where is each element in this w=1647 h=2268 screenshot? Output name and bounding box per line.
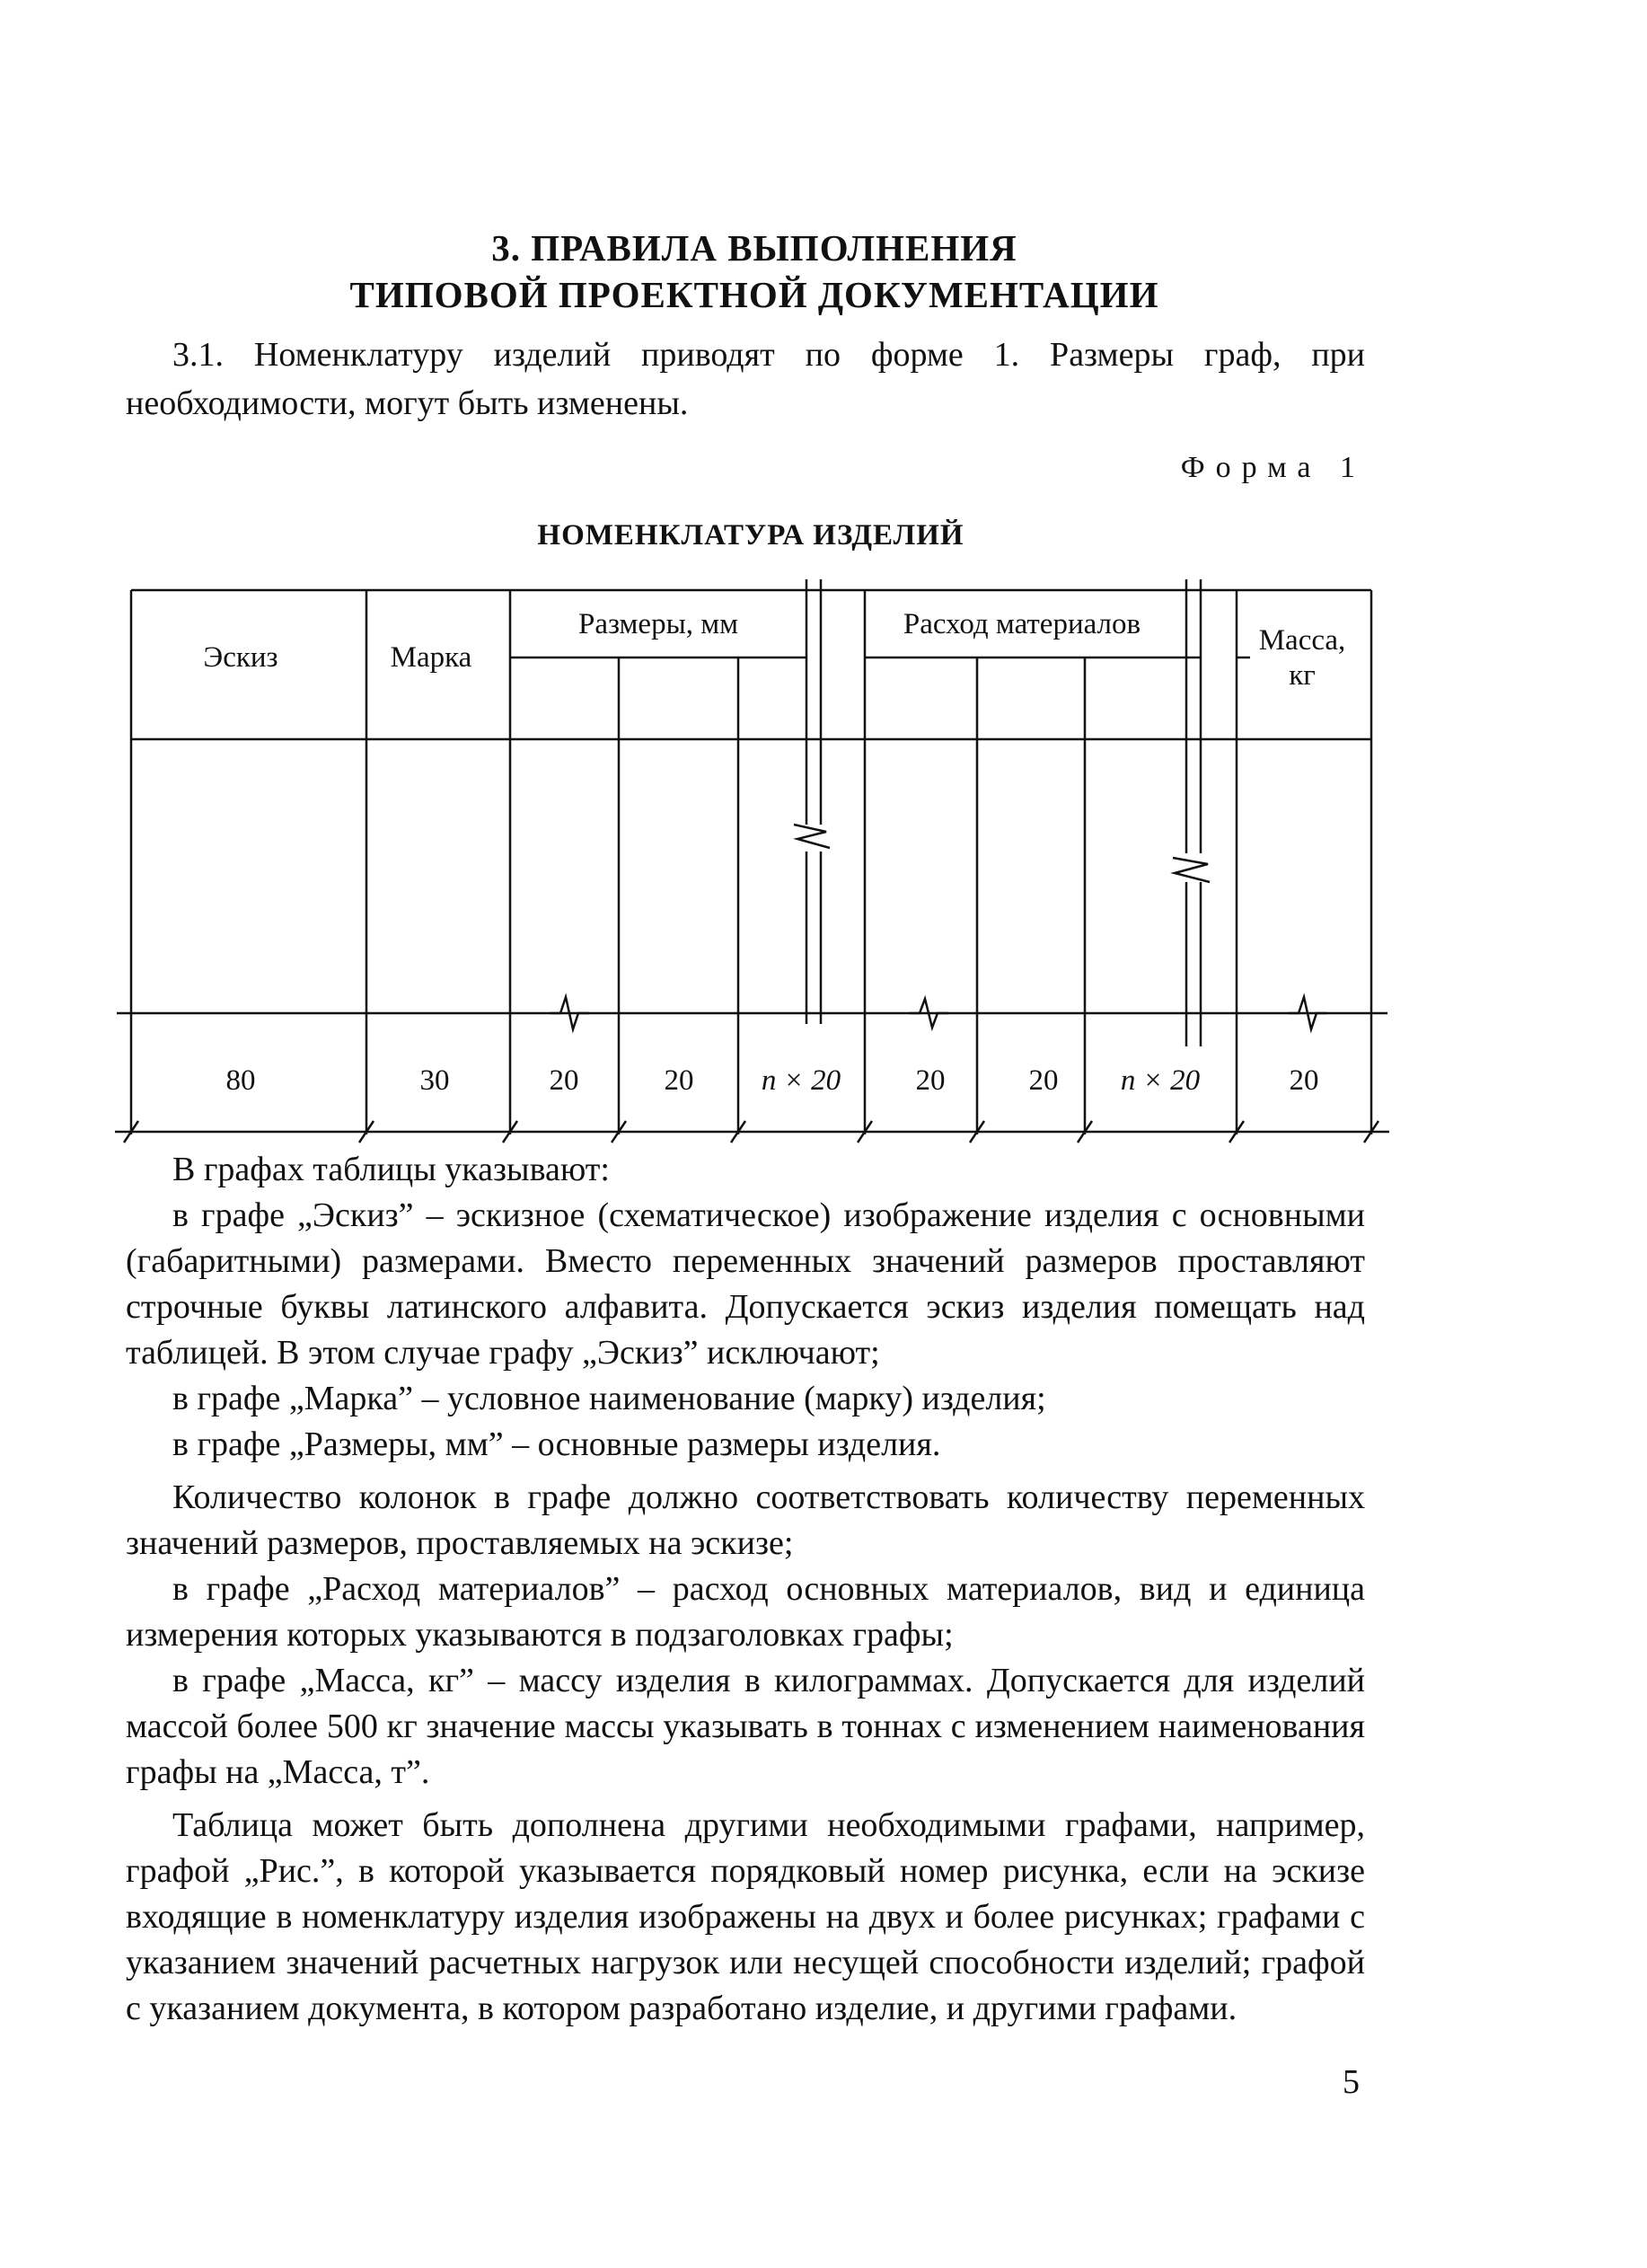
header-mark: Марка xyxy=(390,641,472,674)
form-label: Форма 1 xyxy=(1180,451,1366,484)
paragraph: Количество колонок в графе должно соответствовать количеству переменных значений размеров, проставляемых на эскизе; xyxy=(126,1478,1365,1562)
table-grid xyxy=(115,579,1389,1134)
section-title-line-2: ТИПОВОЙ ПРОЕКТНОЙ ДОКУМЕНТАЦИИ xyxy=(349,274,1159,315)
width-size-1: 20 xyxy=(549,1064,579,1097)
explanation-text xyxy=(126,1147,1365,2032)
width-size-2: 20 xyxy=(664,1064,694,1097)
paragraph: Таблица может быть дополнена другими необходимыми графами, например, графой „Рис.”, в которой указывается порядковый номер рисунка, если на эскизе входящие в номенклатуру изделия изображены на двух и более рисунках; графами с указанием значений расчетных нагрузок или несущей способности изделий; графой с указанием документа, в котором разработано изделие, и другими графами. xyxy=(126,1806,1365,2027)
width-material-n: n × 20 xyxy=(1120,1064,1201,1097)
width-mark: 30 xyxy=(419,1064,450,1097)
paragraph: в графе „Масса, кг” – массу изделия в килограммах. Допускается для изделий массой более 500 кг значение массы указывать в тоннах с изменением наименования графы на „Масса, т”. xyxy=(126,1662,1365,1791)
intro-paragraph: 3.1. Номенклатуру изделий приводят по форме 1. Размеры граф, при необходимости, могут быть изменены. xyxy=(126,336,1365,422)
paragraph: В графах таблицы указывают: xyxy=(172,1151,610,1188)
page-number: 5 xyxy=(1343,2063,1360,2101)
width-material-1: 20 xyxy=(915,1064,946,1097)
width-sketch: 80 xyxy=(225,1064,256,1097)
paragraph: в графе „Эскиз” – эскизное (схематическое) изображение изделия с основными (габаритными) размерами. Вместо переменных значений размеров проставляют строчные буквы латинского алфавита. Допускается эскиз изделия помещать над таблицей. В этом случае графу „Эскиз” исключают; xyxy=(126,1196,1365,1372)
header-mass-line-2: кг xyxy=(1289,659,1316,692)
width-size-n: n × 20 xyxy=(761,1064,841,1097)
section-title-line-1: 3. ПРАВИЛА ВЫПОЛНЕНИЯ xyxy=(491,227,1017,269)
header-mass-line-1: Масса, xyxy=(1258,624,1346,657)
paragraph: в графе „Расход материалов” – расход основных материалов, вид и единица измерения которых указываются в подзаголовках графы; xyxy=(126,1570,1365,1654)
paragraph: в графе „Размеры, мм” – основные размеры изделия. xyxy=(172,1425,941,1463)
width-material-2: 20 xyxy=(1028,1064,1059,1097)
header-materials: Расход материалов xyxy=(903,608,1141,640)
width-mass: 20 xyxy=(1289,1064,1319,1097)
table-title: НОМЕНКЛАТУРА ИЗДЕЛИЙ xyxy=(537,519,964,552)
header-sizes: Размеры, мм xyxy=(577,608,739,640)
paragraph: в графе „Марка” – условное наименование (марку) изделия; xyxy=(172,1380,1046,1417)
header-sketch: Эскиз xyxy=(203,641,278,674)
